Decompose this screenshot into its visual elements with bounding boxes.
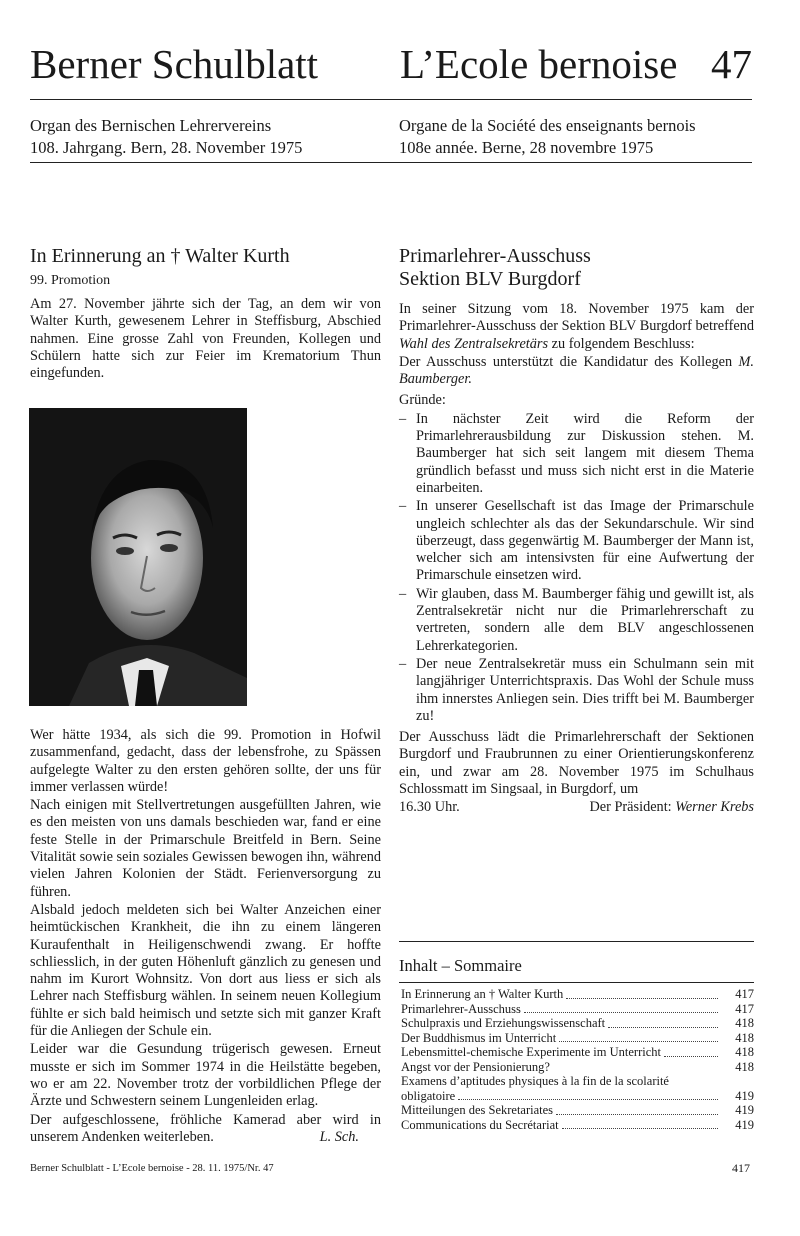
toc-item[interactable] [401, 1060, 754, 1075]
toc-title: Angst vor der Pensionierung? [401, 1059, 550, 1074]
toc-page: 418 [735, 1045, 754, 1059]
toc-item[interactable] [401, 1002, 754, 1017]
toc-page: 417 [735, 1001, 754, 1016]
obituary-heading: In Erinnerung an † Walter Kurth [30, 245, 290, 267]
masthead-rule [30, 99, 752, 100]
obituary-signature: L. Sch. [319, 1128, 359, 1145]
reason-item: – Wir glauben, dass M. Baumberger fähig und gewillt ist, als Zentralsekretär nicht nur die Primarlehrerschaft zu vertreten, sondern alle dem BLV angeschlossenen Lehrerkategorien. [399, 586, 754, 655]
toc-dots [566, 998, 718, 999]
masthead-title-de: Berner Schulblatt [30, 41, 319, 87]
committee-intro-em: Wahl des Zentralsekretärs [399, 335, 549, 352]
toc-title: Lebensmittel-chemische Experimente im Unterricht [401, 1045, 661, 1059]
obituary-intro-text: Am 27. November jährte sich der Tag, an dem wir von Walter Kurth, gewesenem Lehrer in Steffisburg, Abschied nahmen. Eine grosse Zahl von Freunden, Kollegen und Schülern hatte sich zur Feier im Krematorium Thun eingefunden. [30, 296, 381, 382]
committee-president [589, 799, 754, 816]
toc-title: Schulpraxis und Erziehungswissenschaft [401, 1016, 606, 1030]
committee-time: 16.30 Uhr. [399, 799, 460, 816]
toc-page: 418 [735, 1016, 754, 1030]
sub-de-line-2: 108. Jahrgang. Bern, 28. November 1975 [30, 138, 303, 157]
committee-heading-line-2: Sektion BLV Burgdorf [399, 268, 581, 290]
obituary-intro [30, 296, 381, 383]
toc-item[interactable] [401, 1045, 754, 1060]
committee-body [399, 301, 754, 818]
subtitle-rule [30, 162, 752, 163]
obituary-paragraph: Wer hätte 1934, als sich die 99. Promotion in Hofwil zusammenfand, gedacht, dass der lebensfrohe, zu Spässen aufgelegte Walter zu den ersten gehören sollte, der uns für immer verlassen würde! [30, 727, 381, 795]
toc-dots [524, 1012, 718, 1013]
toc-item[interactable] [401, 1103, 754, 1118]
toc-item[interactable] [401, 1016, 754, 1031]
sub-fr-line-2: 108e année. Berne, 28 novembre 1975 [399, 138, 654, 157]
committee-intro-b: zu folgendem Beschluss: [548, 335, 695, 352]
footer-citation: Berner Schulblatt - L’Ecole bernoise - 28. 11. 1975/Nr. 47 [30, 1163, 274, 1174]
toc-dots [562, 1128, 718, 1129]
reason-item: – In nächster Zeit wird die Reform der Primarlehrerausbildung zur Diskussion stehen. M. Baumberger hat sich seit langem mit diesem Thema gründlich befasst und muss sich nicht erst in die Materie einarbeiten. [399, 411, 754, 497]
portrait-photo [29, 408, 247, 706]
toc-item[interactable] [401, 1074, 754, 1103]
committee-support-em: M. Baumberger. [399, 353, 754, 388]
toc-title: Examens d’aptitudes physiques à la fin de la scolarité [401, 1074, 669, 1088]
toc-item[interactable] [401, 987, 754, 1002]
committee-heading-line-1: Primarlehrer-Ausschuss [399, 245, 591, 267]
toc-title: In Erinnerung an † Walter Kurth [401, 987, 564, 1001]
toc-dots [608, 1027, 718, 1028]
toc-page: 419 [735, 1117, 754, 1132]
contents-rule-top [399, 941, 754, 942]
toc-dots [559, 1041, 718, 1042]
toc-title: Mitteilungen des Sekretariates [401, 1103, 554, 1117]
obituary-promotion: 99. Promotion [30, 273, 111, 288]
toc-title: Communications du Secrétariat [401, 1117, 559, 1132]
obituary-closing [30, 1112, 381, 1147]
toc-title: Der Buddhismus im Unterricht [401, 1030, 557, 1045]
toc-dots [458, 1099, 718, 1100]
obituary-paragraph: Alsbald jedoch meldeten sich bei Walter Anzeichen einer heimtückischen Krankheit, die ihn zu einem längeren Kuraufenthalt in Heiligenschwendi zwang. Er hoffte schliesslich, in der guten Höhenluft gänzlich zu genesen und nahm im Kurort Wohnsitz. Von dort aus liess er sich als Lehrer nach Steffisburg wählen. In seinem neuen Kollegium fühlte er sich bald heimisch und setzte sich mit ganzer Kraft für die Anliegen der Schule ein. [30, 901, 381, 1040]
toc-page: 419 [735, 1103, 754, 1117]
toc-title: Primarlehrer-Ausschuss [401, 1001, 521, 1016]
committee-reasons-label: Gründe: [399, 392, 446, 409]
reason-item: – Der neue Zentralsekretär muss ein Schulmann sein mit langjähriger Unterrichtspraxis. Das Wohl der Schule muss ihm innerstes Anliegen sein. Dies trifft bei M. Baumberger zu! [399, 656, 754, 725]
contents-heading: Inhalt – Sommaire [399, 956, 522, 975]
obituary-body [30, 727, 381, 1147]
table-of-contents [401, 987, 754, 1132]
president-name: Werner Krebs [675, 799, 754, 816]
toc-dots [556, 1114, 718, 1115]
committee-intro-a: In seiner Sitzung vom 18. November 1975 kam der Primarlehrer-Ausschuss der Sektion BLV Burgdorf betreffend [399, 301, 754, 335]
president-label: Der Präsident: [589, 799, 676, 816]
masthead-subtitle-de [30, 115, 302, 159]
toc-title-continued: obligatoire [401, 1088, 456, 1103]
committee-reasons-list [399, 411, 754, 725]
committee-signoff [399, 799, 754, 816]
toc-dots [664, 1056, 718, 1057]
toc-item[interactable] [401, 1118, 754, 1133]
contents-rule-bottom [399, 982, 754, 983]
toc-page: 418 [735, 1030, 754, 1045]
committee-intro [399, 301, 754, 353]
issue-number: 47 [711, 41, 752, 87]
footer-page-number: 417 [732, 1161, 750, 1175]
toc-dots [553, 1070, 718, 1071]
obituary-paragraph: Leider war die Gesundung trügerisch gewesen. Erneut musste er sich im Sommer 1974 in die Heilstätte begeben, wo er am 22. November trotz der vorbildlichen Pflege der Ärzte und Schwestern seinem Lungenleiden erlag. [30, 1041, 381, 1110]
committee-support-a: Der Ausschuss unterstützt die Kandidatur des Kollegen [399, 353, 739, 370]
masthead-subtitle-fr [399, 115, 696, 159]
toc-page: 417 [735, 987, 754, 1001]
committee-invite: Der Ausschuss lädt die Primarlehrerschaft der Sektionen Burgdorf und Fraubrunnen zu einer Orientierungskonferenz ein, und zwar am 28. November 1975 im Schulhaus Schlossmatt im Singsaal, in Burgdorf, um [399, 729, 754, 798]
sub-fr-line-1: Organe de la Société des enseignants bernois [399, 116, 696, 135]
toc-item[interactable] [401, 1031, 754, 1046]
toc-page: 419 [735, 1088, 754, 1103]
committee-support [399, 354, 754, 389]
sub-de-line-1: Organ des Bernischen Lehrervereins [30, 116, 272, 135]
portrait-illustration [29, 408, 247, 706]
masthead-title-fr: L’Ecole bernoise [400, 41, 678, 87]
reason-item: – In unserer Gesellschaft ist das Image der Primarschule ungleich schlechter als das der Sekundarschule. Wir sind überzeugt, dass gegenwärtig M. Baumberger der Mann ist, welcher sich am intensivsten für eine Aufwertung der Primarschule einsetzen wird. [399, 498, 754, 584]
committee-heading [399, 245, 753, 291]
toc-page: 418 [735, 1059, 754, 1074]
obituary-paragraph: Nach einigen mit Stellvertretungen ausgefüllten Jahren, wie es den meisten von uns damals beschieden war, fand er eine feste Stelle in der Primarschule Breitfeld in Bern. Seine Vitalität sowie sein soziales Gewissen bewogen ihn, während vielen Jahren Kolonien der Städt. Ferienversorgung zu führen. [30, 797, 381, 900]
obituary-closing-text: Der aufgeschlossene, fröhliche Kamerad aber wird in unserem Andenken weiterleben. [30, 1111, 381, 1145]
